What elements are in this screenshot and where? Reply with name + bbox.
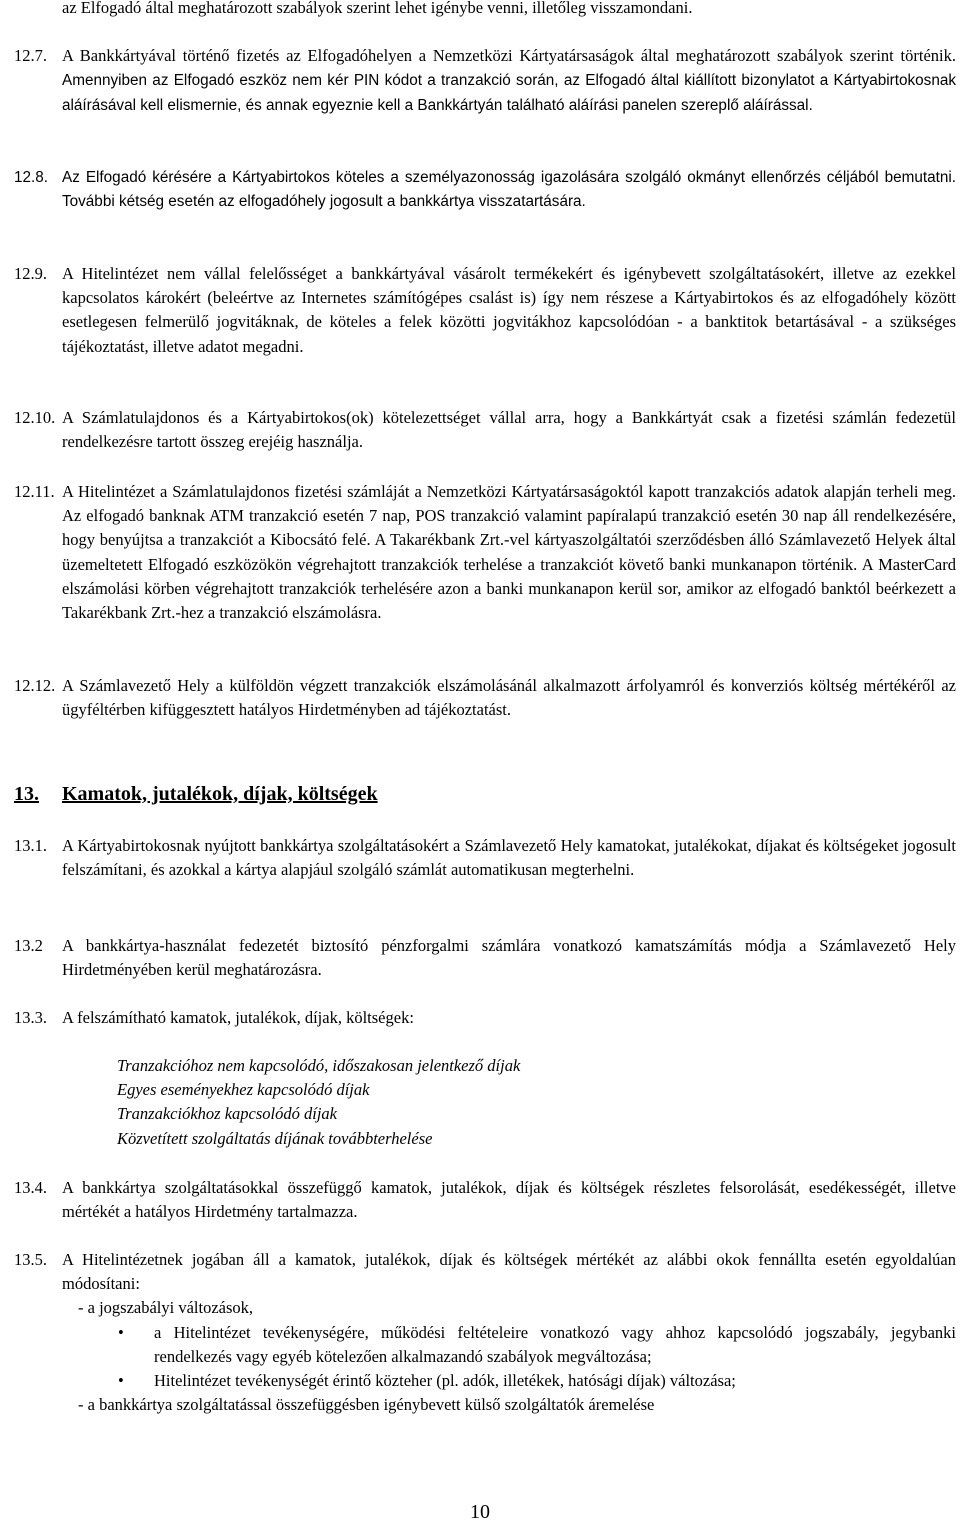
list-item: Tranzakcióhoz nem kapcsolódó, időszakosan jelentkező díjak bbox=[117, 1056, 521, 1075]
section-number: 12.10. bbox=[14, 408, 56, 427]
section-12-7 bbox=[14, 44, 956, 119]
list-item: Egyes eseményekhez kapcsolódó díjak bbox=[117, 1080, 370, 1100]
section-number: 12.9. bbox=[14, 264, 47, 283]
list-item: Tranzakciókhoz kapcsolódó díjak bbox=[117, 1104, 337, 1124]
dash-item: - a jogszabályi változások, bbox=[78, 1298, 254, 1318]
section-text: A Számlatulajdonos és a Kártyabirtokos(ok) kötelezettséget vállal arra, hogy a Bankkártyát csak a fizetési számlán fedezetül rendelkezésre tartott összeg erejéig használja. bbox=[62, 408, 956, 452]
section-number: 13.3. bbox=[14, 1008, 47, 1027]
list-item: • Hitelintézet tevékenységét érintő közteher (pl. adók, illetékek, hatósági díjak) változása; bbox=[14, 1369, 956, 1393]
section-number: 12.11. bbox=[14, 482, 55, 501]
section-number: 12.12. bbox=[14, 676, 56, 695]
chapter-13-heading bbox=[14, 780, 378, 808]
section-text: A bankkártya-használat fedezetét biztosító pénzforgalmi számlára vonatkozó kamatszámítás módja a Számlavezető Hely Hirdetményében kerül meghatározásra. bbox=[62, 936, 956, 980]
chapter-number: 13. bbox=[14, 783, 39, 805]
section-12-12 bbox=[14, 674, 956, 722]
section-13-4 bbox=[14, 1176, 956, 1224]
section-text: A Hitelintézet nem vállal felelősséget a bankkártyával vásárolt termékekért és igénybevett szolgáltatásokért, illetve az ezekkel kapcsolatos károkért (beleértve az Internetes számítógépes csalást is) így nem részese a Kártyabirtokos és az elfogadóhely között esetlegesen felmerülő jogvitáknak, de köteles a felek közötti jogvitákhoz kapcsolódóan - a banktitok betartásával - a szükséges tájékoztatást, illetve adatot megadni. bbox=[62, 264, 956, 356]
section-number: 12.7. bbox=[14, 46, 47, 65]
section-number: 13.2 bbox=[14, 936, 43, 955]
bullet-icon: • bbox=[118, 1371, 124, 1391]
bullet-icon: • bbox=[118, 1322, 124, 1342]
bullet-list bbox=[14, 1321, 956, 1394]
section-text: A Hitelintézet a Számlatulajdonos fizetési számláját a Nemzetközi Kártyatársaságoktól kapott tranzakciós adatok alapján terheli meg. Az elfogadó banknak ATM tranzakció esetén 7 nap, POS tranzakció valamint papíralapú tranzakció esetén 30 nap áll rendelkezésére, hogy benyújtsa a tranzakciót a Kibocsátó felé. A Takarékbank Zrt.-vel kártyaszolgáltatói szerződésben álló Számlavezető Helyek által üzemeltetett Elfogadó eszközökön végrehajtott tranzakciók terhelése a tranzakciót követő banki munkanapon történik. A MasterCard elszámolási körben végrehajtott tranzakciók terhelésére azon a banki munkanapon kerül sor, amikor az elfogadó banktól beérkezett a Takarékbank Zrt.-hez a tranzakció elszámolásra. bbox=[62, 482, 956, 623]
section-text: A bankkártya szolgáltatásokkal összefüggő kamatok, jutalékok, díjak és költségek részletes felsorolását, esedékességét, illetve mértékét a hatályos Hirdetmény tartalmazza. bbox=[62, 1178, 956, 1222]
section-text: A felszámítható kamatok, jutalékok, díjak, költségek: bbox=[62, 1008, 414, 1027]
section-12-11 bbox=[14, 480, 956, 625]
section-12-8 bbox=[14, 166, 956, 214]
section-12-9 bbox=[14, 262, 956, 359]
section-13-5 bbox=[14, 1248, 956, 1417]
section-13-2 bbox=[14, 934, 956, 982]
continuation-line: az Elfogadó által meghatározott szabályok szerint lehet igénybe venni, illetőleg visszamondani. bbox=[62, 0, 693, 17]
section-text: A Bankkártyával történő fizetés az Elfogadóhelyen a Nemzetközi Kártyatársaságok által meghatározott szabályok szerint történik. bbox=[62, 46, 956, 65]
dash-item: - a bankkártya szolgáltatással összefüggésben igénybevett külső szolgáltatók áremelése bbox=[78, 1395, 655, 1415]
list-item: • a Hitelintézet tevékenységére, működési feltételeire vonatkozó vagy ahhoz kapcsolódó jogszabály, jegybanki rendelkezés vagy egyéb kötelezően alkalmazandó szabályok megváltozása; bbox=[118, 1322, 956, 1366]
section-number: 13.4. bbox=[14, 1178, 47, 1197]
chapter-title: Kamatok, jutalékok, díjak, költségek bbox=[62, 783, 378, 805]
section-text: A Kártyabirtokosnak nyújtott bankkártya szolgáltatásokért a Számlavezető Hely kamatokat, jutalékokat, díjakat és költségeket jogosult felszámítani, és azokkal a kártya alapjául szolgáló számlát automatikusan megterhelni. bbox=[62, 836, 956, 880]
section-13-3 bbox=[14, 1006, 956, 1030]
section-number: 12.8. bbox=[14, 169, 49, 186]
section-text: Az Elfogadó kérésére a Kártyabirtokos köteles a személyazonosság igazolására szolgáló okmányt ellenőrzés céljából bemutatni. További kétség esetén az elfogadóhely jogosult a bankkártya visszatartására. bbox=[62, 169, 956, 211]
section-text: A Hitelintézetnek jogában áll a kamatok, jutalékok, díjak és költségek mértékét az alábbi okok fennállta esetén egyoldalúan módosítani: bbox=[62, 1250, 956, 1294]
section-12-10 bbox=[14, 406, 956, 454]
section-number: 13.5. bbox=[14, 1250, 47, 1269]
fee-types-list bbox=[117, 1054, 520, 1151]
section-13-1 bbox=[14, 834, 956, 882]
section-text-sans: Amennyiben az Elfogadó eszköz nem kér PIN kódot a tranzakció során, az Elfogadó által kiállított bizonylatot a Kártyabirtokosnak aláírásával kell elismernie, és annak egyeznie kell a Bankkártyán található aláírási panelen szereplő aláírással. bbox=[62, 72, 956, 115]
section-text: A Számlavezető Hely a külföldön végzett tranzakciók elszámolásánál alkalmazott árfolyamról és konverziós költség mértékéről az ügyféltérben kifüggesztett hatályos Hirdetményben ad tájékoztatást. bbox=[62, 676, 956, 720]
list-item: Közvetített szolgáltatás díjának továbbterhelése bbox=[117, 1128, 433, 1148]
page-number: 10 bbox=[470, 1501, 490, 1523]
section-number: 13.1. bbox=[14, 836, 47, 855]
